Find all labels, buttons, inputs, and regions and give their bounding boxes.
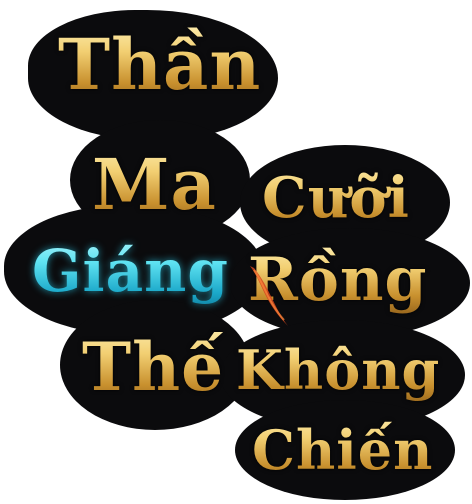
title-word-than: Thần <box>58 20 261 110</box>
title-word-the: Thế <box>82 322 224 412</box>
title-word-chien: Chiến <box>252 410 433 490</box>
dragon-flare-icon <box>244 262 304 332</box>
title-word-giang: Giáng <box>32 226 229 316</box>
title-word-khong: Không <box>236 330 440 410</box>
title-word-rong: Rồng <box>248 240 427 320</box>
title-word-ma: Ma <box>92 140 217 230</box>
title-word-cuoi: Cưỡi <box>262 158 410 238</box>
